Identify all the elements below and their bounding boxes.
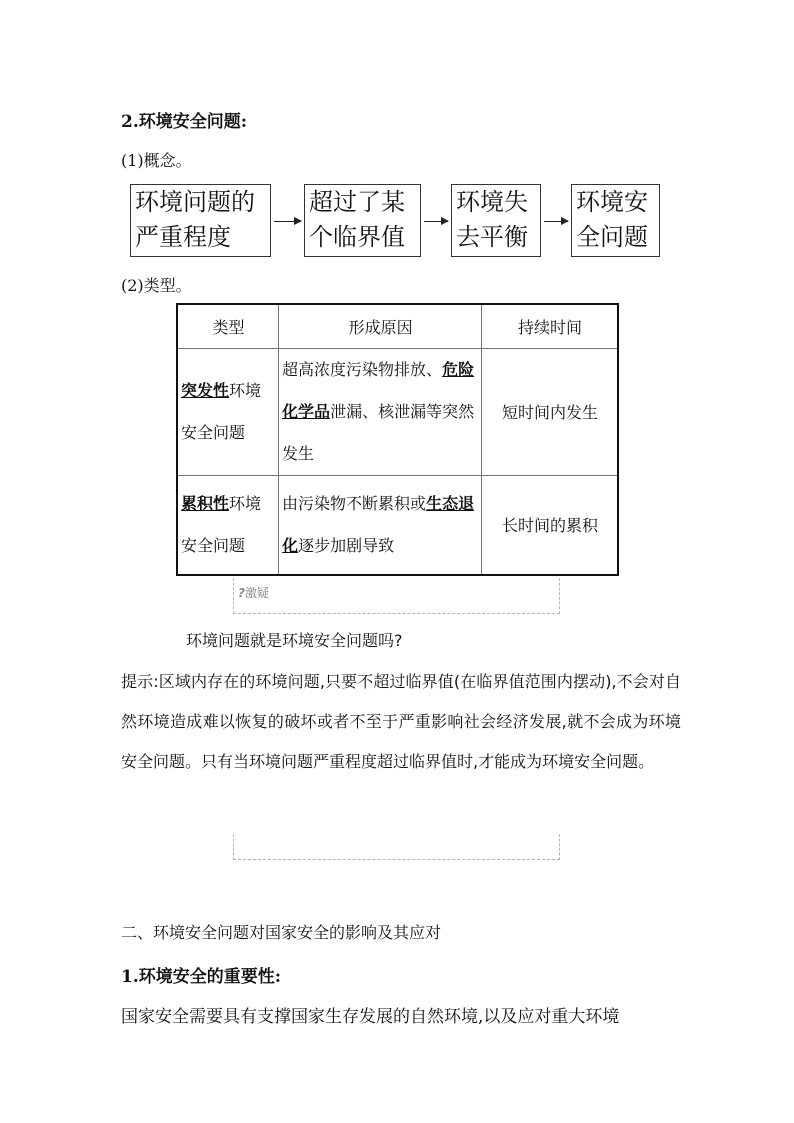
type-cell [177, 348, 279, 475]
cause-keyword: 危险化学品 [282, 359, 475, 421]
cause-text: 由污染物不断累积或 [282, 493, 427, 513]
concept-label: (1)概念。 [121, 151, 192, 170]
cause-text: 泄漏、核泄漏等突然发生 [282, 401, 475, 463]
types-label: (2)类型。 [121, 276, 192, 295]
type-keyword: 累积性 [181, 493, 230, 513]
note-label [238, 584, 269, 601]
note-frame-bottom [233, 834, 560, 860]
flow-box-line: 环境安 [576, 188, 648, 216]
subheading-importance: 1.环境安全的重要性: [121, 967, 282, 987]
flow-box-line: 全问题 [576, 223, 648, 251]
arrow-right-icon [424, 221, 448, 222]
table-row [177, 475, 618, 575]
cause-keyword: 生态退化 [282, 493, 475, 555]
flow-box-line: 环境问题的 [135, 188, 255, 216]
types-table [176, 303, 619, 576]
table-row [177, 348, 618, 475]
type-text: 环境安全问题 [181, 493, 262, 555]
duration-cell: 长时间的累积 [482, 475, 618, 575]
flow-box-line: 个临界值 [309, 223, 405, 251]
note-label-text: 激疑 [244, 586, 269, 600]
table-header-cell: 类型 [177, 304, 279, 348]
table-header-cell: 形成原因 [279, 304, 482, 348]
cause-cell [279, 348, 482, 475]
type-text: 环境安全问题 [181, 380, 262, 442]
flow-box-line: 严重程度 [135, 223, 231, 251]
flow-box-line: 超过了某 [309, 188, 405, 216]
cause-text: 超高浓度污染物排放、 [282, 359, 443, 379]
body-paragraph: 国家安全需要具有支撑国家生存发展的自然环境,以及应对重大环境 [121, 1007, 620, 1027]
question-mark-icon: ? [238, 586, 245, 600]
type-keyword: 突发性 [181, 380, 230, 400]
flow-box-threshold [304, 184, 421, 257]
heading-environment-security-problem: 2.环境安全问题: [121, 112, 248, 132]
flow-box-imbalance [451, 184, 541, 257]
flow-box-security-problem [571, 184, 660, 257]
arrow-right-icon [544, 221, 568, 222]
note-answer: 提示:区域内存在的环境问题,只要不超过临界值(在临界值范围内摆动),不会对自然环境造成难以恢复的破坏或者不至于严重影响社会经济发展,就不会成为环境安全问题。只有当环境问题严重程度超过临界值时,才能成为环境安全问题。 [121, 672, 681, 771]
note-frame-top [233, 578, 560, 614]
section-title-impact: 二、环境安全问题对国家安全的影响及其应对 [121, 923, 442, 942]
table-header-cell: 持续时间 [482, 304, 618, 348]
cause-cell [279, 475, 482, 575]
flow-box-line: 去平衡 [456, 223, 528, 251]
duration-cell: 短时间内发生 [482, 348, 618, 475]
flow-box-severity [130, 184, 271, 257]
table-header-row [177, 304, 618, 348]
type-cell [177, 475, 279, 575]
note-question: 环境问题就是环境安全问题吗? [186, 631, 403, 650]
flow-box-line: 环境失 [456, 188, 528, 216]
arrow-right-icon [274, 221, 301, 222]
cause-text: 逐步加剧导致 [298, 535, 395, 555]
